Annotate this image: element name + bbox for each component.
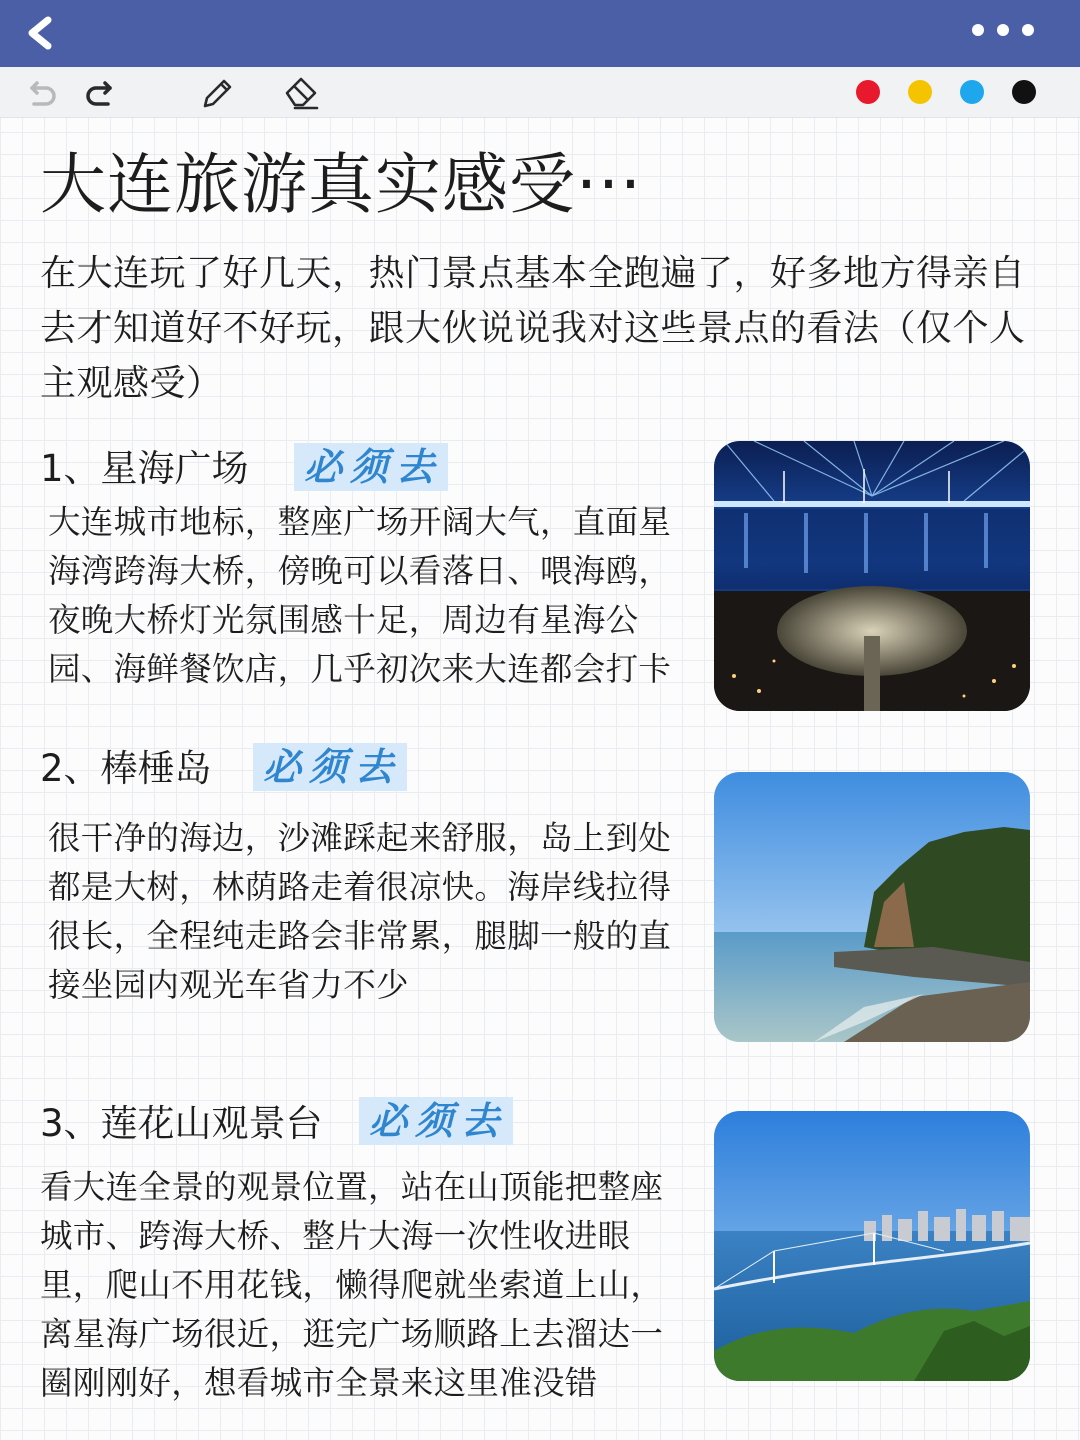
color-swatch-blue[interactable]: [960, 80, 984, 104]
more-dots-icon: [972, 24, 984, 36]
color-swatch-red[interactable]: [856, 80, 880, 104]
drawing-toolbar: [0, 67, 1080, 118]
must-go-badge-1: 必须去: [294, 443, 448, 491]
redo-icon: [80, 75, 116, 111]
color-swatch-yellow[interactable]: [908, 80, 932, 104]
top-nav-bar: [0, 0, 1080, 67]
section-heading-1: 1、星海广场: [40, 447, 249, 490]
section-text-2: 很干净的海边，沙滩踩起来舒服，岛上到处都是大树，林荫路走着很凉快。海岸线拉得很长，全程纯走路会非常累，腿脚一般的直接坐园内观光车省力不少: [48, 819, 672, 1004]
bangchui-island-photo: [714, 772, 1030, 1042]
lianhua-mountain-photo: [714, 1111, 1030, 1381]
pencil-tool-button[interactable]: [198, 75, 234, 111]
note-intro: 在大连玩了好几天，热门景点基本全跑遍了，好多地方得亲自去才知道好不好玩，跟大伙说说我对这些景点的看法（仅个人主观感受）: [40, 253, 1026, 404]
section-text-1: 大连城市地标，整座广场开阔大气，直面星海湾跨海大桥，傍晚可以看落日、喂海鸥，夜晚大桥灯光氛围感十足，周边有星海公园、海鲜餐饮店，几乎初次来大连都会打卡: [48, 503, 672, 688]
section-heading-3: 3、莲花山观景台: [40, 1102, 323, 1145]
eraser-tool-button[interactable]: [283, 75, 319, 111]
section-heading-2: 2、棒棰岛: [40, 747, 212, 790]
color-swatch-black[interactable]: [1012, 80, 1036, 104]
redo-button[interactable]: [80, 75, 116, 111]
pencil-icon: [198, 75, 234, 111]
must-go-badge-3: 必须去: [359, 1097, 513, 1145]
chevron-left-icon: [18, 10, 62, 56]
note-title: 大连旅游真实感受···: [40, 146, 642, 223]
eraser-icon: [283, 75, 321, 111]
back-button[interactable]: [18, 10, 62, 56]
more-dots-icon: [997, 24, 1009, 36]
more-dots-icon: [1022, 24, 1034, 36]
undo-icon: [24, 75, 60, 111]
more-options-button[interactable]: [972, 24, 1042, 44]
section-text-3: 看大连全景的观景位置，站在山顶能把整座城市、跨海大桥、整片大海一次性收进眼里，爬山不用花钱，懒得爬就坐索道上山，离星海广场很近，逛完广场顺路上去溜达一圈刚刚好，想看城市全景来这里准没错: [40, 1168, 664, 1402]
must-go-badge-2: 必须去: [253, 743, 407, 791]
xinghai-square-photo: [714, 441, 1030, 711]
undo-button[interactable]: [24, 75, 60, 111]
